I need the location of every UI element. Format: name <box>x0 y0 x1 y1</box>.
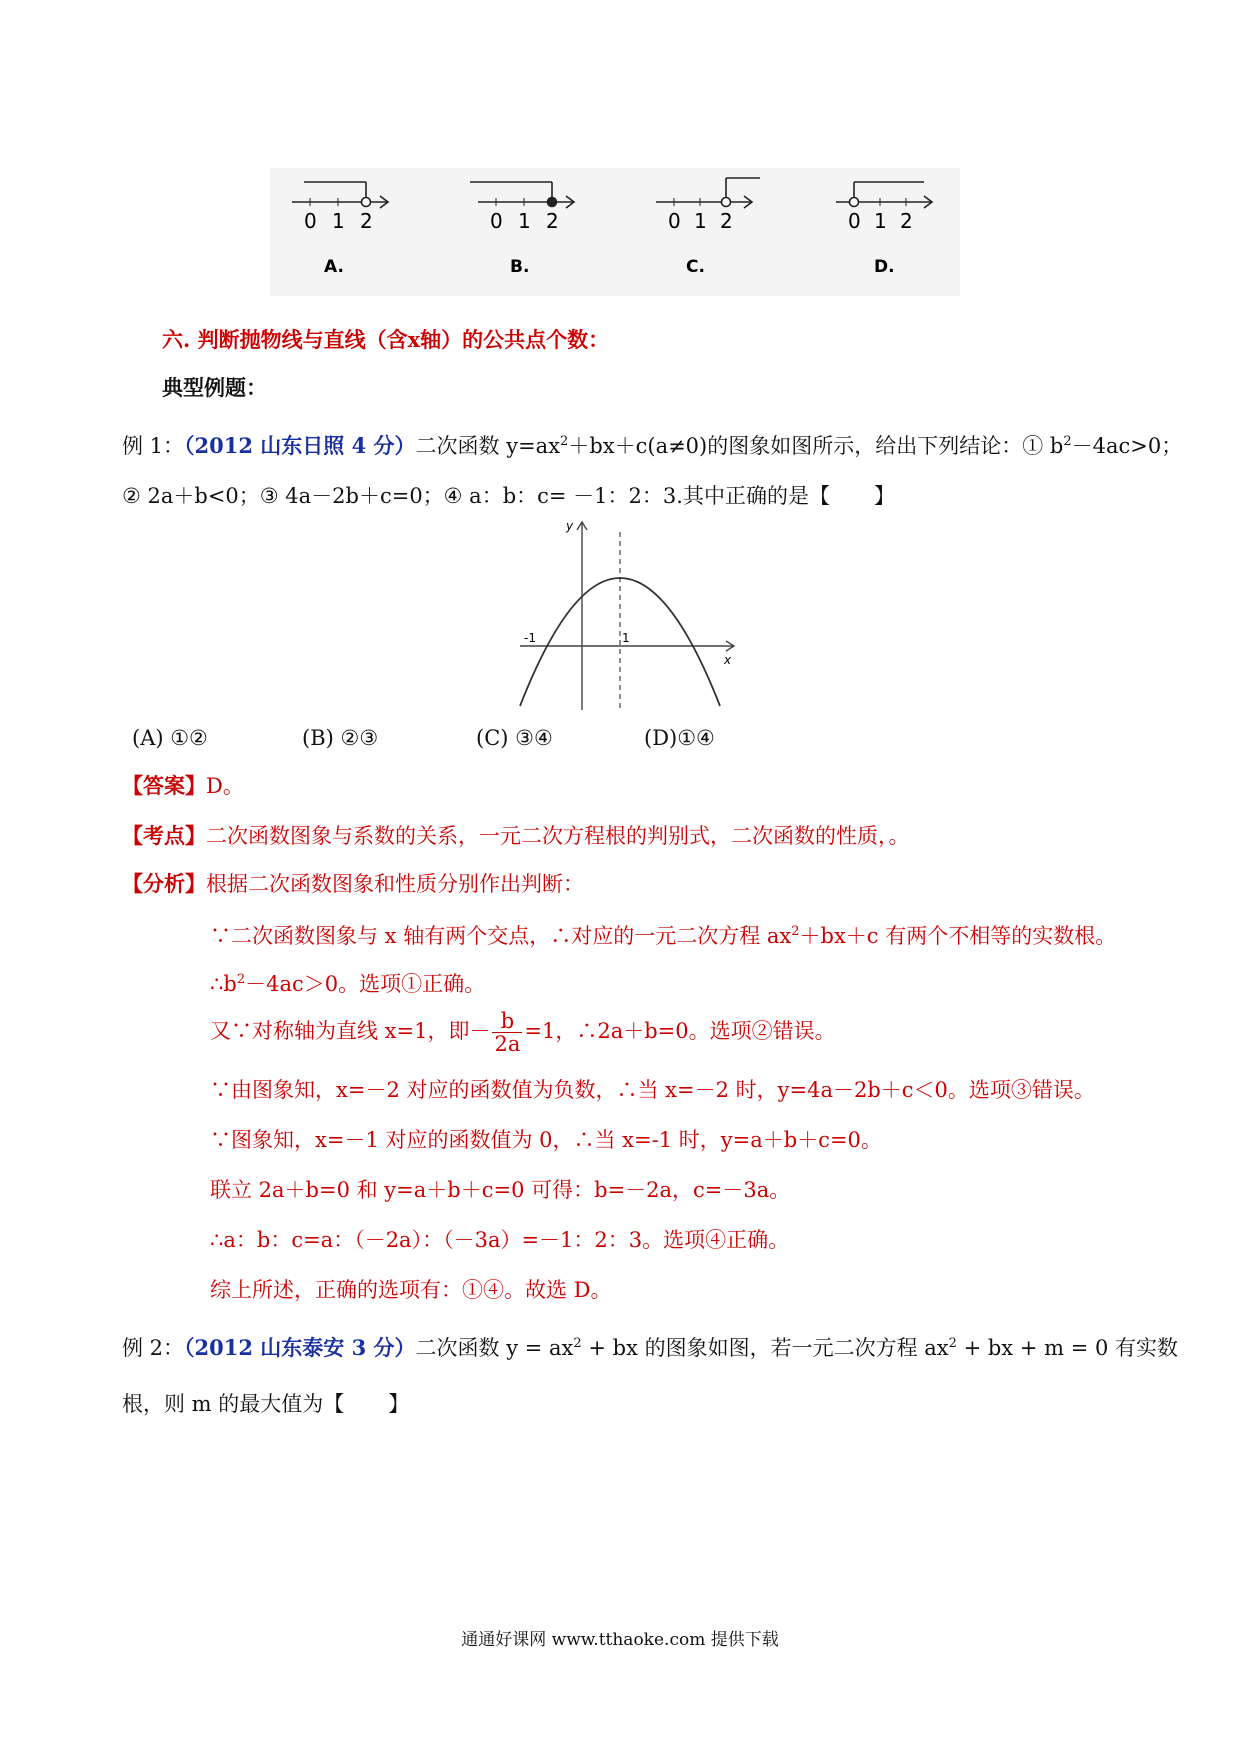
kaodian-text: 二次函数图象与系数的关系，一元二次方程根的判别式，二次函数的性质，。 <box>206 824 910 848</box>
option-label-a: A. <box>324 257 344 277</box>
fenxi-tag: 【分析】 <box>122 871 206 896</box>
step-4: ∵由图象知，x=－2 对应的函数值为负数，∴当 x=－2 时，y=4a－2b＋c＜0。选项③错误。 <box>210 1078 1095 1102</box>
option-a: (A) ①② <box>132 726 208 750</box>
step-2: $\therefore b^2-4ac>0$。选项①正确。 <box>210 972 486 996</box>
kaodian-tag: 【考点】 <box>122 823 206 848</box>
tick-label-2: 2 <box>900 209 913 233</box>
parabola-graph <box>510 518 740 714</box>
option-label-b: B. <box>510 257 530 277</box>
answer-line <box>122 772 244 800</box>
section-heading: 六. 判断抛物线与直线（含x轴）的公共点个数： <box>162 327 610 352</box>
tick-label-2: 2 <box>360 209 373 233</box>
example2-source: （2012 山东泰安 3 分） <box>184 1335 416 1360</box>
example1-source: （2012 山东日照 4 分） <box>184 433 416 458</box>
tick-label-1: 1 <box>518 209 531 233</box>
step-8: 综上所述，正确的选项有：①④。故选 D。 <box>210 1278 612 1302</box>
kaodian-line <box>122 822 910 850</box>
step-5: ∵图象知，x=－1 对应的函数值为 0，∴当 x=-1 时，y=a＋b＋c=0。 <box>210 1128 882 1152</box>
step-7: ∴a：b：c=a：（－2a）：（－3a）=－1：2：3。选项④正确。 <box>210 1228 790 1252</box>
tick-label-1: 1 <box>874 209 887 233</box>
option-b: (B) ②③ <box>302 726 379 750</box>
step-3: 又∵对称轴为直线 x=1，即－ $\frac{b}{2a}$ =1，∴2a＋b=0。选项②错误。 <box>210 1009 836 1056</box>
y-axis-label: y <box>566 519 574 533</box>
answer-text: D。 <box>206 774 244 798</box>
example2-line1: 例 2：（2012 山东泰安 3 分）二次函数 $y = ax^2$ + bx 的图象如图，若一元二次方程 $ax^2$ + bx + m = 0 有实数 <box>122 1335 1178 1360</box>
example1-line2: ② 2a＋b<0；③ 4a－2b＋c=0；④ a：b：c= －1：2：3.其中正确的是【 】 <box>122 484 895 508</box>
fenxi-line <box>122 870 584 898</box>
tick-label-0: 0 <box>304 209 317 233</box>
fraction: $\frac{b}{2a}$ <box>494 1009 521 1056</box>
number-lines-figure <box>270 168 960 296</box>
step-1: ∵二次函数图象与 x 轴有两个交点，∴对应的一元二次方程 $ax^2+bx+c$ 有两个不相等的实数根。 <box>210 924 1117 948</box>
x-axis-label: x <box>724 653 732 667</box>
answer-tag: 【答案】 <box>122 773 206 798</box>
tick-label-1: 1 <box>694 209 707 233</box>
tick-label-1: 1 <box>332 209 345 233</box>
example1-line1: 例 1：（2012 山东日照 4 分）二次函数 $y=ax^2+bx+c(a\ne 0)$的图象如图所示，给出下列结论：① $b^2-4ac>0$； <box>122 433 1183 458</box>
one-label: 1 <box>622 631 630 645</box>
option-c: (C) ③④ <box>476 726 553 750</box>
step-6: 联立 2a＋b=0 和 y=a＋b＋c=0 可得：b=－2a，c=－3a。 <box>210 1178 791 1202</box>
example2-prefix: 例 2： <box>122 1336 185 1360</box>
example1-prefix: 例 1： <box>122 434 185 458</box>
option-d: (D)①④ <box>644 726 715 750</box>
option-label-d: D. <box>874 257 895 277</box>
option-label-c: C. <box>686 257 705 277</box>
example2-line2: 根，则 m 的最大值为【 】 <box>122 1392 410 1416</box>
tick-label-0: 0 <box>490 209 503 233</box>
neg-one-label: -1 <box>524 631 536 645</box>
page-footer: 通通好课网 www.tthaoke.com 提供下载 <box>461 1630 779 1650</box>
tick-label-0: 0 <box>848 209 861 233</box>
tick-label-2: 2 <box>546 209 559 233</box>
section-subheading: 典型例题： <box>162 375 267 400</box>
tick-label-2: 2 <box>720 209 733 233</box>
tick-label-0: 0 <box>668 209 681 233</box>
fenxi-text: 根据二次函数图象和性质分别作出判断： <box>206 872 584 896</box>
